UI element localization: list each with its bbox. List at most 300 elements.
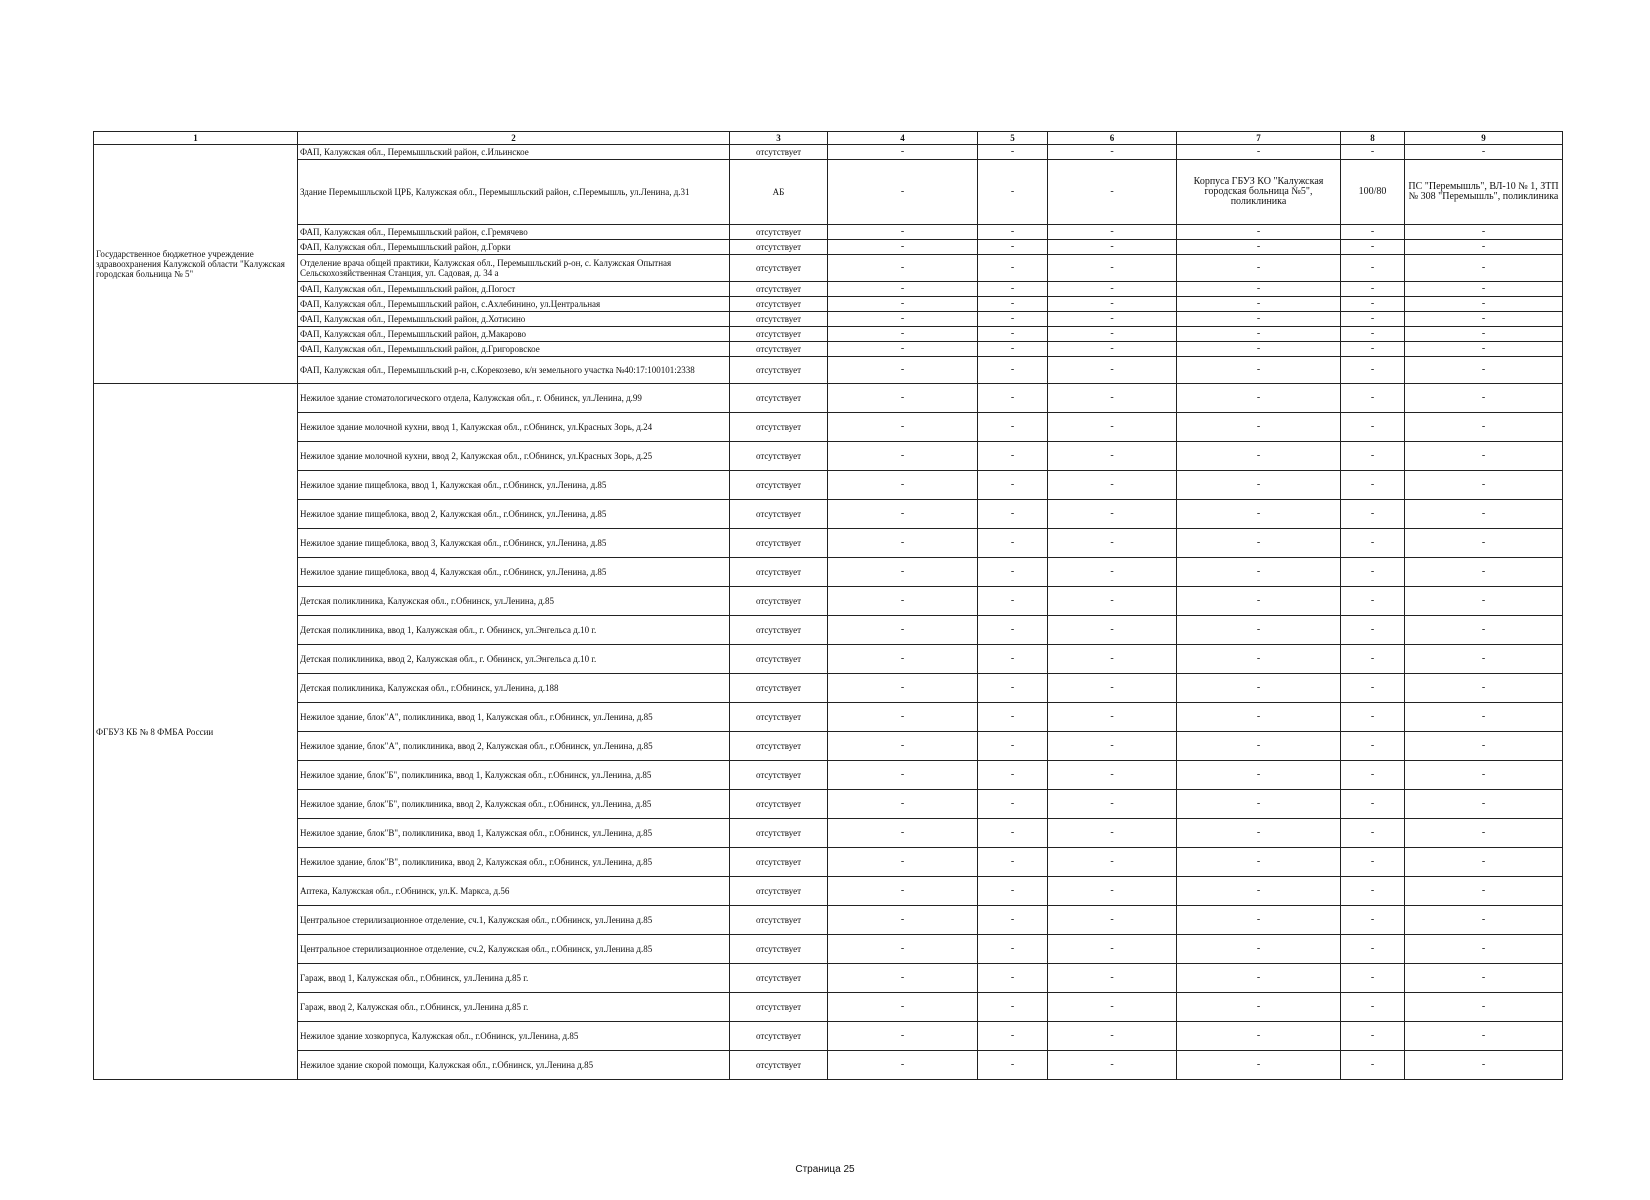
column-header: 3 [730,132,828,145]
cell-c6: - [1048,471,1177,500]
cell-c7: - [1177,297,1341,312]
cell-c8: - [1341,935,1405,964]
facility-address: ФАП, Калужская обл., Перемышльский район, д.Григоровское [298,342,730,357]
cell-c7: - [1177,964,1341,993]
cell-c8: 100/80 [1341,160,1405,225]
cell-c7: - [1177,645,1341,674]
column-header: 5 [978,132,1048,145]
cell-c7: - [1177,471,1341,500]
table-row [94,297,1563,312]
facility-address: Нежилое здание, блок"В", поликлиника, ввод 2, Калужская обл., г.Обнинск, ул.Ленина, д.85 [298,848,730,877]
cell-c7: - [1177,906,1341,935]
cell-c8: - [1341,500,1405,529]
table-row [94,529,1563,558]
cell-c6: - [1048,442,1177,471]
cell-c7: - [1177,225,1341,240]
cell-c6: - [1048,587,1177,616]
cell-c9: - [1405,529,1563,558]
cell-c9: - [1405,819,1563,848]
cell-c6: - [1048,790,1177,819]
cell-c5: - [978,790,1048,819]
cell-c6: - [1048,674,1177,703]
cell-c7: - [1177,703,1341,732]
cell-c7: - [1177,616,1341,645]
cell-c7: - [1177,558,1341,587]
cell-c6: - [1048,732,1177,761]
cell-c5: - [978,761,1048,790]
cell-c8: - [1341,1022,1405,1051]
cell-c4: - [828,160,978,225]
facility-address: Нежилое здание, блок"Б", поликлиника, ввод 2, Калужская обл., г.Обнинск, ул.Ленина, д.85 [298,790,730,819]
cell-c7: - [1177,529,1341,558]
facility-address: Детская поликлиника, ввод 2, Калужская обл., г. Обнинск, ул.Энгельса д.10 г. [298,645,730,674]
cell-c6: - [1048,645,1177,674]
cell-c9: - [1405,357,1563,384]
facility-address: Нежилое здание пищеблока, ввод 4, Калужская обл., г.Обнинск, ул.Ленина, д.85 [298,558,730,587]
cell-c3: отсутствует [730,703,828,732]
cell-c4: - [828,1022,978,1051]
power-supply-table [93,131,1563,1080]
table-row [94,558,1563,587]
cell-c4: - [828,906,978,935]
table-row [94,327,1563,342]
cell-c9: - [1405,848,1563,877]
facility-address: Нежилое здание скорой помощи, Калужская обл., г.Обнинск, ул.Ленина д.85 [298,1051,730,1080]
cell-c7: - [1177,935,1341,964]
cell-c8: - [1341,964,1405,993]
facility-address: Нежилое здание, блок"А", поликлиника, ввод 1, Калужская обл., г.Обнинск, ул.Ленина, д.85 [298,703,730,732]
cell-c4: - [828,674,978,703]
facility-address: ФАП, Калужская обл., Перемышльский район, с.Гремячево [298,225,730,240]
cell-c8: - [1341,877,1405,906]
cell-c4: - [828,145,978,160]
cell-c5: - [978,471,1048,500]
cell-c6: - [1048,500,1177,529]
cell-c4: - [828,357,978,384]
cell-c4: - [828,935,978,964]
table-row [94,1051,1563,1080]
cell-c6: - [1048,616,1177,645]
column-header: 9 [1405,132,1563,145]
cell-c8: - [1341,645,1405,674]
cell-c6: - [1048,877,1177,906]
table-row [94,616,1563,645]
cell-c3: отсутствует [730,906,828,935]
cell-c6: - [1048,327,1177,342]
table-row [94,906,1563,935]
facility-address: ФАП, Калужская обл., Перемышльский район, с.Ильинское [298,145,730,160]
facility-address: Нежилое здание пищеблока, ввод 1, Калужская обл., г.Обнинск, ул.Ленина, д.85 [298,471,730,500]
cell-c4: - [828,255,978,282]
cell-c4: - [828,529,978,558]
cell-c9: - [1405,500,1563,529]
cell-c7: - [1177,761,1341,790]
cell-c8: - [1341,240,1405,255]
cell-c7: - [1177,255,1341,282]
document-sheet [93,131,1562,1080]
cell-c5: - [978,645,1048,674]
facility-address: Детская поликлиника, Калужская обл., г.Обнинск, ул.Ленина, д.188 [298,674,730,703]
cell-c3: отсутствует [730,357,828,384]
table-row [94,342,1563,357]
cell-c8: - [1341,282,1405,297]
table-row [94,964,1563,993]
cell-c6: - [1048,160,1177,225]
cell-c7: - [1177,848,1341,877]
cell-c4: - [828,384,978,413]
cell-c6: - [1048,240,1177,255]
cell-c6: - [1048,935,1177,964]
cell-c6: - [1048,225,1177,240]
cell-c4: - [828,587,978,616]
cell-c5: - [978,297,1048,312]
cell-c8: - [1341,674,1405,703]
cell-c6: - [1048,255,1177,282]
table-row [94,703,1563,732]
cell-c3: отсутствует [730,384,828,413]
table-row [94,255,1563,282]
column-header: 8 [1341,132,1405,145]
table-row [94,645,1563,674]
cell-c5: - [978,703,1048,732]
cell-c9: - [1405,297,1563,312]
cell-c9: - [1405,790,1563,819]
page-number: Страница 25 [795,1164,855,1175]
cell-c4: - [828,1051,978,1080]
cell-c9: - [1405,225,1563,240]
cell-c3: отсутствует [730,616,828,645]
facility-address: Центральное стерилизационное отделение, сч.1, Калужская обл., г.Обнинск, ул.Ленина д.85 [298,906,730,935]
column-number-row [94,132,1563,145]
cell-c3: отсутствует [730,297,828,312]
cell-c7: - [1177,413,1341,442]
cell-c3: отсутствует [730,964,828,993]
cell-c5: - [978,240,1048,255]
cell-c5: - [978,312,1048,327]
table-row [94,1022,1563,1051]
cell-c6: - [1048,993,1177,1022]
table-row [94,993,1563,1022]
facility-address: ФАП, Калужская обл., Перемышльский р-н, с.Корекозево, к/н земельного участка №40:17:100101:2338 [298,357,730,384]
cell-c8: - [1341,255,1405,282]
cell-c8: - [1341,471,1405,500]
cell-c4: - [828,819,978,848]
cell-c5: - [978,1051,1048,1080]
cell-c7: - [1177,282,1341,297]
column-header: 1 [94,132,298,145]
facility-address: Нежилое здание стоматологического отдела, Калужская обл., г. Обнинск, ул.Ленина, д.99 [298,384,730,413]
cell-c5: - [978,225,1048,240]
cell-c4: - [828,877,978,906]
table-row [94,819,1563,848]
cell-c7: - [1177,145,1341,160]
cell-c5: - [978,442,1048,471]
cell-c6: - [1048,529,1177,558]
cell-c7: - [1177,877,1341,906]
cell-c5: - [978,145,1048,160]
table-row [94,145,1563,160]
cell-c4: - [828,413,978,442]
cell-c5: - [978,819,1048,848]
cell-c8: - [1341,761,1405,790]
cell-c5: - [978,357,1048,384]
cell-c7: - [1177,587,1341,616]
cell-c8: - [1341,616,1405,645]
cell-c3: отсутствует [730,877,828,906]
cell-c6: - [1048,342,1177,357]
cell-c5: - [978,384,1048,413]
cell-c9: - [1405,993,1563,1022]
cell-c8: - [1341,297,1405,312]
table-row [94,587,1563,616]
cell-c9: - [1405,255,1563,282]
facility-address: ФАП, Калужская обл., Перемышльский район, д.Хотисино [298,312,730,327]
cell-c6: - [1048,145,1177,160]
facility-address: Нежилое здание хозкорпуса, Калужская обл., г.Обнинск, ул.Ленина, д.85 [298,1022,730,1051]
cell-c3: отсутствует [730,413,828,442]
cell-c3: отсутствует [730,240,828,255]
facility-address: Нежилое здание, блок"В", поликлиника, ввод 1, Калужская обл., г.Обнинск, ул.Ленина, д.85 [298,819,730,848]
cell-c8: - [1341,790,1405,819]
cell-c3: отсутствует [730,500,828,529]
table-row [94,357,1563,384]
cell-c5: - [978,877,1048,906]
table-row [94,240,1563,255]
cell-c8: - [1341,357,1405,384]
cell-c4: - [828,703,978,732]
column-header: 6 [1048,132,1177,145]
cell-c9: - [1405,240,1563,255]
cell-c8: - [1341,225,1405,240]
cell-c5: - [978,848,1048,877]
cell-c8: - [1341,906,1405,935]
cell-c4: - [828,645,978,674]
cell-c6: - [1048,297,1177,312]
cell-c8: - [1341,848,1405,877]
cell-c5: - [978,342,1048,357]
cell-c5: - [978,674,1048,703]
cell-c8: - [1341,587,1405,616]
cell-c8: - [1341,1051,1405,1080]
facility-address: Нежилое здание пищеблока, ввод 3, Калужская обл., г.Обнинск, ул.Ленина, д.85 [298,529,730,558]
facility-address: Аптека, Калужская обл., г.Обнинск, ул.К. Маркса, д.56 [298,877,730,906]
cell-c8: - [1341,703,1405,732]
cell-c9: - [1405,282,1563,297]
cell-c7: - [1177,500,1341,529]
table-row [94,225,1563,240]
cell-c7: - [1177,442,1341,471]
cell-c8: - [1341,442,1405,471]
table-row [94,312,1563,327]
cell-c8: - [1341,732,1405,761]
table-row [94,413,1563,442]
cell-c9: - [1405,587,1563,616]
cell-c3: АБ [730,160,828,225]
cell-c4: - [828,500,978,529]
facility-address: Центральное стерилизационное отделение, сч.2, Калужская обл., г.Обнинск, ул.Ленина д.85 [298,935,730,964]
cell-c6: - [1048,703,1177,732]
cell-c6: - [1048,282,1177,297]
cell-c9: - [1405,761,1563,790]
cell-c6: - [1048,848,1177,877]
facility-address: Нежилое здание молочной кухни, ввод 2, Калужская обл., г.Обнинск, ул.Красных Зорь, д.25 [298,442,730,471]
cell-c9: - [1405,471,1563,500]
facility-address: ФАП, Калужская обл., Перемышльский район, с.Ахлебинино, ул.Центральная [298,297,730,312]
cell-c9: - [1405,413,1563,442]
cell-c3: отсутствует [730,1051,828,1080]
cell-c9: - [1405,703,1563,732]
cell-c6: - [1048,819,1177,848]
cell-c4: - [828,732,978,761]
facility-address: Нежилое здание, блок"Б", поликлиника, ввод 1, Калужская обл., г.Обнинск, ул.Ленина, д.85 [298,761,730,790]
table-row [94,442,1563,471]
cell-c9: - [1405,342,1563,357]
cell-c3: отсутствует [730,342,828,357]
cell-c4: - [828,471,978,500]
cell-c9: - [1405,312,1563,327]
table-row [94,848,1563,877]
cell-c4: - [828,225,978,240]
cell-c3: отсутствует [730,529,828,558]
cell-c7: Корпуса ГБУЗ КО "Калужская городская больница №5", поликлиника [1177,160,1341,225]
cell-c6: - [1048,357,1177,384]
facility-address: Здание Перемышльской ЦРБ, Калужская обл., Перемышльский район, с.Перемышль, ул.Ленина, д.31 [298,160,730,225]
cell-c5: - [978,160,1048,225]
cell-c3: отсутствует [730,993,828,1022]
cell-c6: - [1048,312,1177,327]
cell-c4: - [828,282,978,297]
table-row [94,761,1563,790]
cell-c5: - [978,529,1048,558]
cell-c3: отсутствует [730,848,828,877]
cell-c7: - [1177,357,1341,384]
cell-c5: - [978,964,1048,993]
cell-c8: - [1341,327,1405,342]
cell-c4: - [828,342,978,357]
cell-c9: - [1405,1051,1563,1080]
cell-c8: - [1341,529,1405,558]
table-row [94,500,1563,529]
cell-c5: - [978,413,1048,442]
cell-c4: - [828,993,978,1022]
cell-c9: - [1405,616,1563,645]
cell-c3: отсутствует [730,225,828,240]
cell-c9: - [1405,964,1563,993]
facility-address: ФАП, Калужская обл., Перемышльский район, д.Макарово [298,327,730,342]
cell-c7: - [1177,1051,1341,1080]
table-row [94,674,1563,703]
cell-c4: - [828,327,978,342]
table-row [94,790,1563,819]
cell-c4: - [828,558,978,587]
cell-c7: - [1177,312,1341,327]
cell-c7: - [1177,1022,1341,1051]
facility-address: Отделение врача общей практики, Калужская обл., Перемышльский р-он, с. Калужская Опытная Сельскохозяйственная Станция, ул. Садовая, д. 34 а [298,255,730,282]
cell-c5: - [978,327,1048,342]
cell-c5: - [978,993,1048,1022]
table-row [94,935,1563,964]
cell-c3: отсутствует [730,282,828,297]
facility-address: ФАП, Калужская обл., Перемышльский район, д.Погост [298,282,730,297]
cell-c3: отсутствует [730,327,828,342]
table-row [94,160,1563,225]
cell-c3: отсутствует [730,312,828,327]
cell-c4: - [828,964,978,993]
facility-address: Гараж, ввод 2, Калужская обл., г.Обнинск, ул.Ленина д.85 г. [298,993,730,1022]
cell-c9: - [1405,1022,1563,1051]
cell-c3: отсутствует [730,935,828,964]
cell-c6: - [1048,413,1177,442]
facility-address: ФАП, Калужская обл., Перемышльский район, д.Горки [298,240,730,255]
cell-c5: - [978,255,1048,282]
cell-c3: отсутствует [730,1022,828,1051]
table-row [94,282,1563,297]
cell-c3: отсутствует [730,471,828,500]
table-row [94,877,1563,906]
cell-c7: - [1177,384,1341,413]
facility-address: Детская поликлиника, ввод 1, Калужская обл., г. Обнинск, ул.Энгельса д.10 г. [298,616,730,645]
facility-address: Нежилое здание молочной кухни, ввод 1, Калужская обл., г.Обнинск, ул.Красных Зорь, д.24 [298,413,730,442]
facility-address: Гараж, ввод 1, Калужская обл., г.Обнинск, ул.Ленина д.85 г. [298,964,730,993]
cell-c9: - [1405,906,1563,935]
cell-c7: - [1177,819,1341,848]
cell-c4: - [828,312,978,327]
cell-c8: - [1341,413,1405,442]
facility-address: Детская поликлиника, Калужская обл., г.Обнинск, ул.Ленина, д.85 [298,587,730,616]
cell-c3: отсутствует [730,761,828,790]
cell-c5: - [978,587,1048,616]
cell-c4: - [828,240,978,255]
column-header: 2 [298,132,730,145]
cell-c3: отсутствует [730,558,828,587]
cell-c3: отсутствует [730,442,828,471]
cell-c9: - [1405,935,1563,964]
cell-c9: - [1405,877,1563,906]
cell-c5: - [978,616,1048,645]
cell-c9: - [1405,442,1563,471]
cell-c5: - [978,732,1048,761]
cell-c8: - [1341,384,1405,413]
cell-c8: - [1341,558,1405,587]
cell-c9: - [1405,384,1563,413]
cell-c5: - [978,1022,1048,1051]
cell-c9: - [1405,645,1563,674]
table-row [94,732,1563,761]
cell-c4: - [828,297,978,312]
cell-c7: - [1177,342,1341,357]
cell-c6: - [1048,906,1177,935]
cell-c8: - [1341,145,1405,160]
table-row [94,471,1563,500]
cell-c5: - [978,906,1048,935]
cell-c8: - [1341,312,1405,327]
organization-name: ФГБУЗ КБ № 8 ФМБА России [94,384,298,1080]
cell-c5: - [978,558,1048,587]
cell-c7: - [1177,993,1341,1022]
cell-c3: отсутствует [730,145,828,160]
cell-c9: - [1405,327,1563,342]
cell-c6: - [1048,761,1177,790]
cell-c7: - [1177,790,1341,819]
cell-c7: - [1177,240,1341,255]
cell-c3: отсутствует [730,645,828,674]
cell-c6: - [1048,558,1177,587]
cell-c6: - [1048,1051,1177,1080]
cell-c6: - [1048,964,1177,993]
column-header: 7 [1177,132,1341,145]
cell-c6: - [1048,384,1177,413]
cell-c8: - [1341,342,1405,357]
